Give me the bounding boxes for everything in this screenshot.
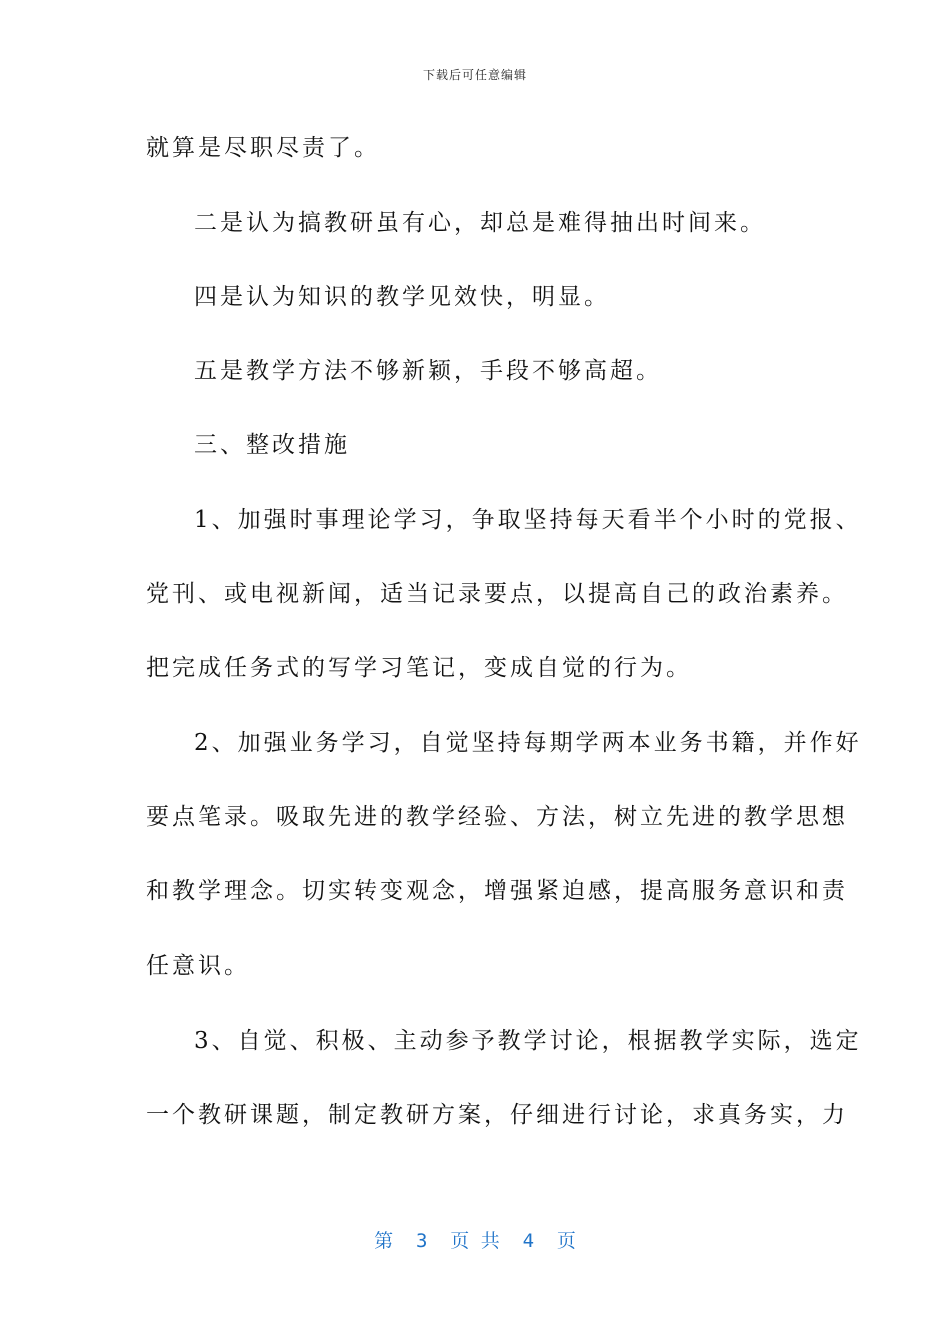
body-line: 党刊、或电视新闻，适当记录要点，以提高自己的政治素养。 (146, 581, 848, 607)
body-line: 就算是尽职尽责了。 (146, 135, 380, 161)
page-number: 第 3 页 共 4 页 (374, 1230, 576, 1252)
body-line: 五是教学方法不够新颖，手段不够高超。 (194, 358, 662, 384)
body-line: 和教学理念。切实转变观念，增强紧迫感，提高服务意识和责 (146, 878, 848, 904)
body-line: 二是认为搞教研虽有心，却总是难得抽出时间来。 (194, 210, 766, 236)
section-heading: 三、整改措施 (194, 432, 350, 458)
body-line: 1、加强时事理论学习，争取坚持每天看半个小时的党报、 (194, 507, 862, 533)
body-line: 四是认为知识的教学见效快，明显。 (194, 284, 610, 310)
page-header: 下载后可任意编辑 (422, 68, 527, 82)
body-line: 要点笔录。吸取先进的教学经验、方法，树立先进的教学思想 (146, 804, 848, 830)
body-line: 3、自觉、积极、主动参予教学讨论，根据教学实际，选定 (194, 1028, 862, 1054)
body-line: 任意识。 (146, 953, 250, 979)
body-line: 把完成任务式的写学习笔记，变成自觉的行为。 (146, 655, 692, 681)
body-line: 2、加强业务学习，自觉坚持每期学两本业务书籍，并作好 (194, 730, 862, 756)
body-line: 一个教研课题，制定教研方案，仔细进行讨论，求真务实，力 (146, 1102, 848, 1128)
